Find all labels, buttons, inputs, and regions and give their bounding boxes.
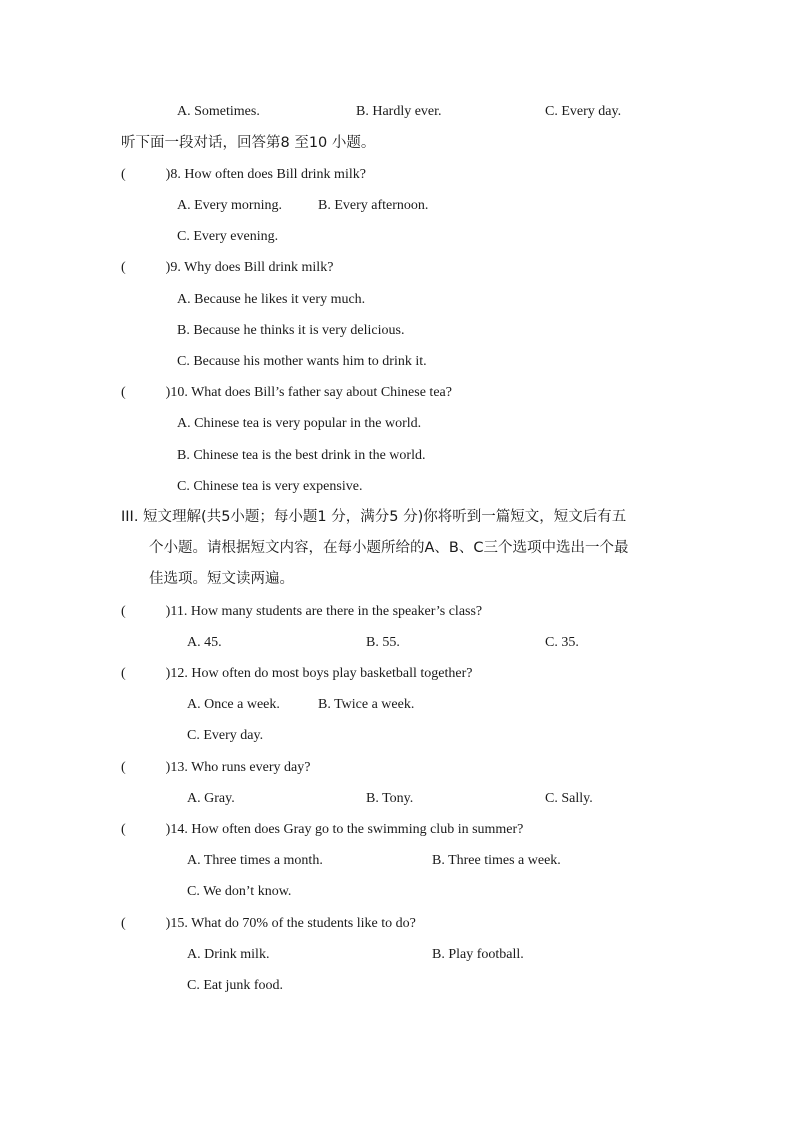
q12-option-c: C. Every day.: [187, 728, 264, 743]
q7-option-a: A. Sometimes.: [177, 104, 260, 119]
question-number: )8.: [165, 167, 181, 182]
question-15: [121, 915, 416, 933]
question-12: [121, 665, 472, 683]
q13-option-a: A. Gray.: [187, 791, 235, 806]
instruction-8-10: 听下面一段对话，回答第8 至10 小题。: [121, 135, 376, 151]
q12-option-a: A. Once a week.: [187, 697, 280, 712]
q9-option-c: C. Because his mother wants him to drink it.: [177, 354, 427, 369]
q11-option-b: B. 55.: [366, 635, 400, 650]
question-text: Why does Bill drink milk?: [184, 260, 334, 275]
question-text: How many students are there in the speaker’s class?: [190, 604, 483, 619]
q12-option-b: B. Twice a week.: [318, 697, 415, 712]
question-text: How often does Gray go to the swimming club in summer?: [191, 822, 524, 837]
question-13: [121, 759, 310, 777]
q15-option-c: C. Eat junk food.: [187, 978, 284, 993]
answer-blank: (: [121, 260, 126, 275]
question-number: )10.: [165, 385, 188, 400]
q14-option-c: C. We don’t know.: [187, 884, 292, 899]
question-text: What does Bill’s father say about Chinese tea?: [191, 385, 452, 400]
q14-option-a: A. Three times a month.: [187, 853, 323, 868]
question-number: )9.: [165, 260, 181, 275]
q7-option-c: C. Every day.: [545, 104, 622, 119]
q9-option-b: B. Because he thinks it is very delicious.: [177, 323, 405, 338]
q8-option-a: A. Every morning.: [177, 198, 282, 213]
question-text: What do 70% of the students like to do?: [191, 916, 416, 931]
question-14: [121, 821, 523, 839]
q15-option-a: A. Drink milk.: [187, 947, 270, 962]
question-number: )12.: [165, 666, 188, 681]
q11-option-a: A. 45.: [187, 635, 222, 650]
q15-option-b: B. Play football.: [432, 947, 524, 962]
q7-option-b: B. Hardly ever.: [356, 104, 442, 119]
q9-option-a: A. Because he likes it very much.: [177, 292, 366, 307]
q11-option-c: C. 35.: [545, 635, 579, 650]
q13-option-c: C. Sally.: [545, 791, 593, 806]
answer-blank: (: [121, 760, 126, 775]
q14-option-b: B. Three times a week.: [432, 853, 561, 868]
q10-option-b: B. Chinese tea is the best drink in the world.: [177, 448, 426, 463]
answer-blank: (: [121, 385, 126, 400]
question-number: )15.: [165, 916, 188, 931]
answer-blank: (: [121, 604, 126, 619]
answer-blank: (: [121, 167, 126, 182]
question-text: How often does Bill drink milk?: [184, 167, 366, 182]
section-3-heading: III. 短文理解(共5小题；每小题1 分，满分5 分)你将听到一篇短文，短文后有五: [121, 509, 627, 525]
section-3-instruction-3: 佳选项。短文读两遍。: [149, 571, 294, 587]
q10-option-a: A. Chinese tea is very popular in the world.: [177, 416, 422, 431]
question-number: )11.: [165, 604, 188, 619]
question-text: How often do most boys play basketball together?: [191, 666, 473, 681]
answer-blank: (: [121, 822, 126, 837]
question-9: [121, 259, 333, 277]
question-number: )13.: [165, 760, 188, 775]
q13-option-b: B. Tony.: [366, 791, 414, 806]
section-3-instruction-2: 个小题。请根据短文内容，在每小题所给的A、B、C三个选项中选出一个最: [149, 540, 629, 556]
question-number: )14.: [165, 822, 188, 837]
question-11: [121, 603, 482, 621]
answer-blank: (: [121, 916, 126, 931]
question-text: Who runs every day?: [191, 760, 311, 775]
q8-option-b: B. Every afternoon.: [318, 198, 429, 213]
question-10: [121, 384, 452, 402]
q8-option-c: C. Every evening.: [177, 229, 279, 244]
q10-option-c: C. Chinese tea is very expensive.: [177, 479, 363, 494]
question-8: [121, 166, 366, 184]
answer-blank: (: [121, 666, 126, 681]
